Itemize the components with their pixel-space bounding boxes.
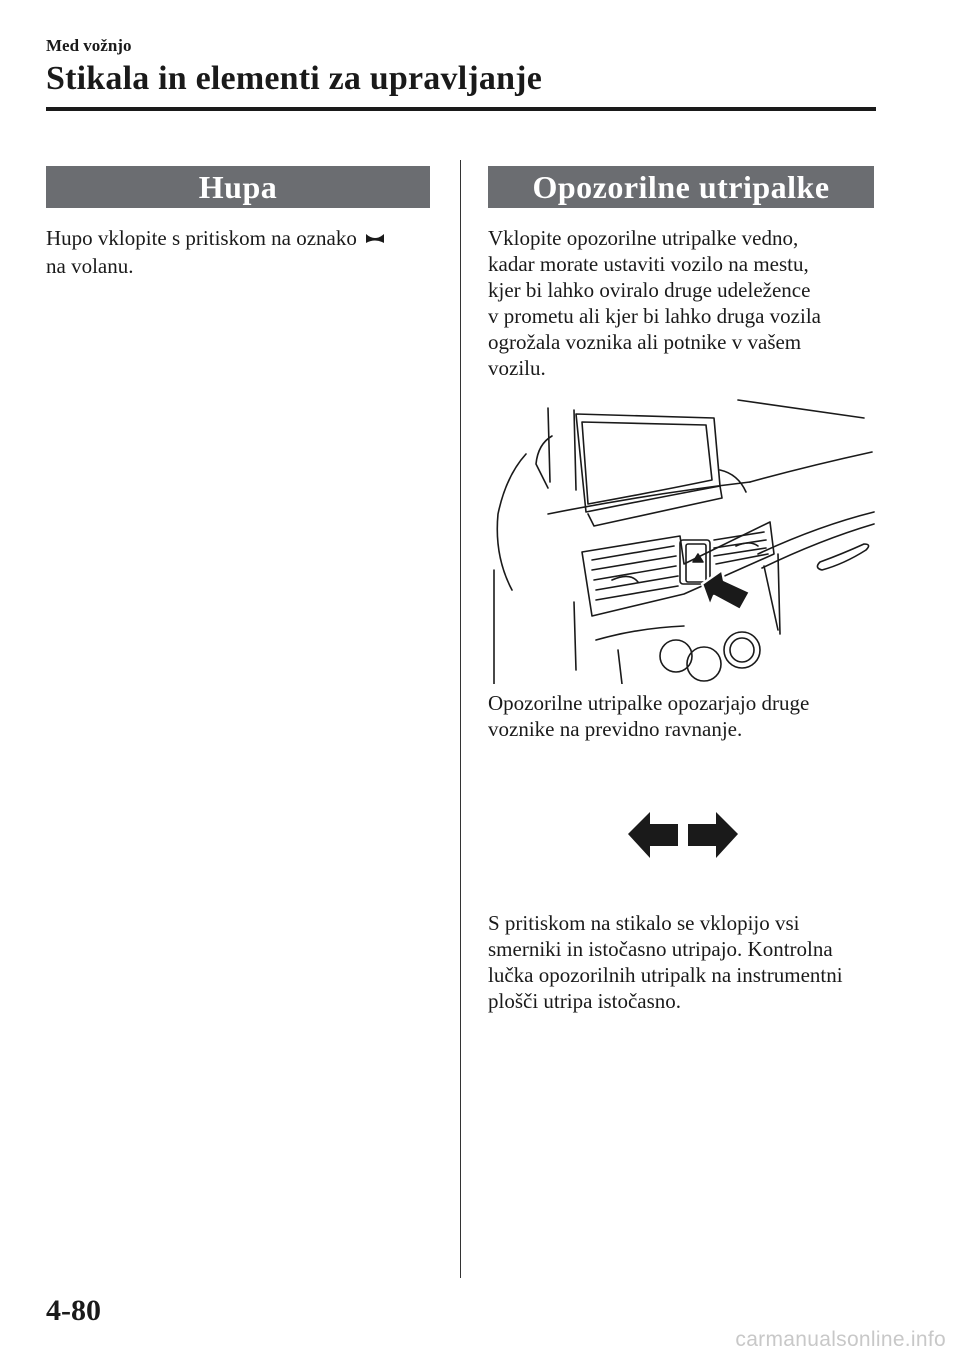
hazard-caption-line: voznike na previdno ravnanje.	[488, 717, 743, 741]
page-title: Stikala in elementi za upravljanje	[46, 60, 542, 97]
hupa-heading: Hupa	[46, 166, 430, 208]
hazard-heading: Opozorilne utripalke	[488, 166, 874, 208]
hazard-detail	[488, 910, 888, 1014]
hazard-detail-line: plošči utripa istočasno.	[488, 989, 682, 1013]
header-section-label: Med vožnjo	[46, 36, 132, 55]
horn-icon	[364, 227, 386, 253]
hazard-intro-line: kjer bi lahko oviralo druge udeležence	[488, 278, 811, 302]
hazard-intro-line: kadar morate ustaviti vozilo na mestu,	[488, 252, 809, 276]
hazard-caption-line: Opozorilne utripalke opozarjajo druge	[488, 691, 810, 715]
header-rule	[46, 107, 876, 111]
hazard-detail-line: S pritiskom na stikalo se vklopijo vsi	[488, 911, 800, 935]
hupa-text	[46, 225, 436, 279]
column-divider	[460, 160, 461, 1278]
hazard-intro-line: vozilu.	[488, 356, 546, 380]
page-number: 4-80	[46, 1294, 101, 1327]
hazard-detail-line: lučka opozorilnih utripalk na instrumentni	[488, 963, 843, 987]
hazard-caption	[488, 690, 888, 742]
hupa-text-line2: na volanu.	[46, 254, 134, 278]
hazard-intro	[488, 225, 888, 381]
turn-signal-indicator-icon	[628, 812, 740, 865]
hupa-text-line1: Hupo vklopite s pritiskom na oznako	[46, 226, 357, 250]
dashboard-illustration	[488, 394, 880, 689]
hazard-intro-line: v prometu ali kjer bi lahko druga vozila	[488, 304, 821, 328]
watermark: carmanualsonline.info	[735, 1328, 946, 1351]
hazard-intro-line: Vklopite opozorilne utripalke vedno,	[488, 226, 799, 250]
hazard-detail-line: smerniki in istočasno utripajo. Kontrolna	[488, 937, 833, 961]
hazard-intro-line: ogrožala voznika ali potnike v vašem	[488, 330, 802, 354]
